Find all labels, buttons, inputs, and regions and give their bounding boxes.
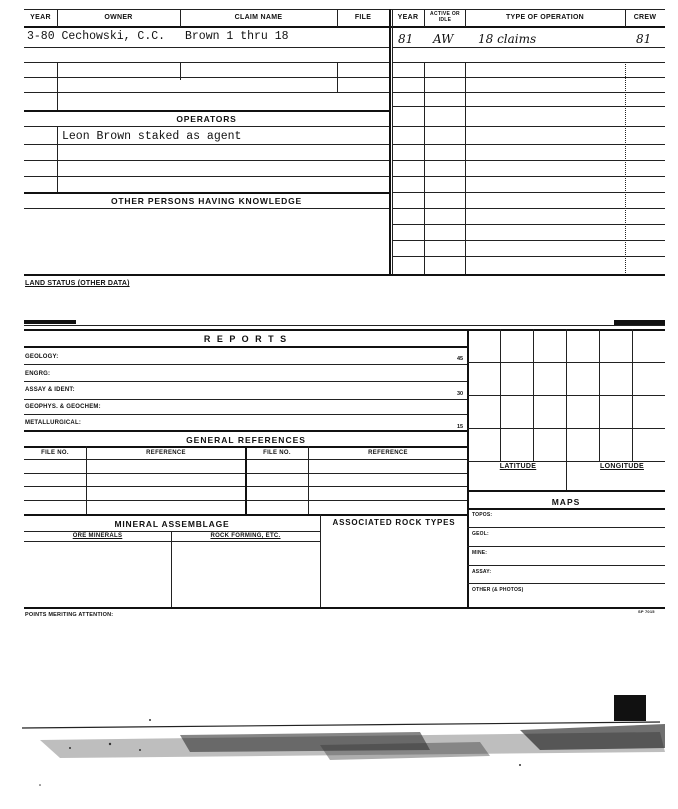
col-sep [337, 62, 338, 92]
header-type-of-operation: TYPE OF OPERATION [505, 14, 585, 21]
rule [24, 92, 389, 93]
rule [24, 62, 389, 63]
ref-col-file-no: FILE NO. [41, 450, 69, 456]
rule [24, 325, 665, 326]
ref-col-file-no-2: FILE NO. [263, 450, 291, 456]
land-status-label: LAND STATUS (OTHER DATA) [25, 280, 130, 287]
rule [24, 346, 468, 348]
reports-title: R E P O R T S [203, 334, 289, 344]
form-code: SP 7015 [638, 609, 655, 614]
ref-col-reference-2: REFERENCE [368, 450, 408, 456]
report-assay-num: 30 [457, 391, 464, 397]
row1-claim-name: Brown 1 thru 18 [185, 30, 289, 43]
rule [24, 514, 468, 516]
col-sep [424, 9, 425, 27]
row1-type-of-operation: 18 claims [478, 32, 537, 46]
rule [24, 430, 468, 432]
grid-line [467, 395, 665, 396]
rule [24, 381, 468, 382]
rule [24, 607, 665, 609]
header-year-2: YEAR [397, 14, 419, 21]
rule [24, 77, 389, 78]
rule [467, 565, 665, 566]
rule [24, 541, 320, 542]
col-sep [180, 62, 181, 80]
report-geology-num: 45 [457, 356, 464, 362]
rule [24, 160, 389, 161]
col-sep [424, 62, 425, 275]
rule [24, 364, 468, 365]
grid-line [467, 428, 665, 429]
rule [467, 527, 665, 528]
col-sep [171, 531, 172, 607]
row1-active-idle: AW [433, 32, 454, 46]
bar-left [24, 320, 76, 324]
grid-line [566, 329, 567, 491]
ore-minerals-header: ORE MINERALS [72, 533, 123, 539]
col-sep [57, 126, 58, 192]
rule [24, 110, 389, 112]
header-file: FILE [354, 14, 372, 21]
maps-geol: GEOL: [472, 531, 489, 537]
rule [24, 47, 389, 48]
report-geology: GEOLOGY: [25, 354, 59, 360]
rule [467, 490, 665, 492]
associated-rock-types: ASSOCIATED ROCK TYPES [332, 518, 456, 527]
report-geophys: GEOPHYS. & GEOCHEM: [25, 404, 101, 410]
col-sep [465, 62, 466, 275]
ref-col-reference: REFERENCE [146, 450, 186, 456]
report-assay: ASSAY & IDENT: [25, 387, 75, 393]
rock-forming-header: ROCK FORMING, ETC. [210, 533, 281, 539]
rule [24, 531, 320, 532]
rule [24, 26, 665, 28]
rule [24, 144, 389, 145]
points-meriting-attention-label: POINTS MERITING ATTENTION: [25, 612, 114, 618]
rule [24, 176, 389, 177]
header-year: YEAR [30, 14, 51, 21]
maps-assay: ASSAY: [472, 569, 492, 575]
rule [24, 9, 665, 10]
report-metallurgical-num: 15 [457, 424, 464, 430]
col-sep [57, 62, 58, 110]
report-metallurgical: METALLURGICAL: [25, 420, 82, 426]
rule [467, 546, 665, 547]
header-active-idle: ACTIVE OR IDLE [430, 11, 460, 23]
scan-smudge [22, 695, 665, 786]
row1-year-owner: 3-80 Cechowski, C.C. [27, 30, 166, 43]
operators-entry: Leon Brown staked as agent [62, 130, 242, 143]
other-persons-title: OTHER PERSONS HAVING KNOWLEDGE [110, 196, 303, 206]
rule [24, 274, 665, 276]
maps-other: OTHER (& PHOTOS) [472, 587, 524, 593]
scan-noise [0, 690, 678, 800]
rule [392, 47, 665, 48]
row1-crew: 81 [636, 32, 652, 46]
general-references-title: GENERAL REFERENCES [186, 435, 306, 445]
report-engrg: ENGRG: [25, 371, 51, 377]
rule [24, 208, 389, 209]
grid-line [467, 461, 665, 462]
rule [24, 414, 468, 415]
header-claim-name: CLAIM NAME [234, 14, 283, 21]
row1-year-2: 81 [398, 32, 414, 46]
header-crew: CREW [633, 14, 657, 21]
col-sep [245, 446, 247, 514]
header-owner: OWNER [104, 14, 133, 21]
latitude-label: LATITUDE [499, 463, 537, 470]
col-sep [308, 446, 309, 514]
rule [24, 329, 665, 331]
maps-mine: MINE: [472, 550, 488, 556]
rule [467, 583, 665, 584]
grid-line [467, 362, 665, 363]
center-divider [389, 9, 391, 275]
center-divider [392, 9, 393, 275]
rule [467, 508, 665, 510]
rule [24, 192, 389, 194]
maps-title: MAPS [551, 497, 581, 507]
operators-title: OPERATORS [176, 114, 237, 124]
col-sep [625, 62, 626, 275]
col-sep [86, 446, 87, 514]
rule [24, 399, 468, 400]
mineral-assemblage-title: MINERAL ASSEMBLAGE [114, 519, 230, 529]
maps-topos: TOPOS: [472, 512, 493, 518]
longitude-label: LONGITUDE [600, 463, 644, 470]
rule [24, 126, 389, 127]
